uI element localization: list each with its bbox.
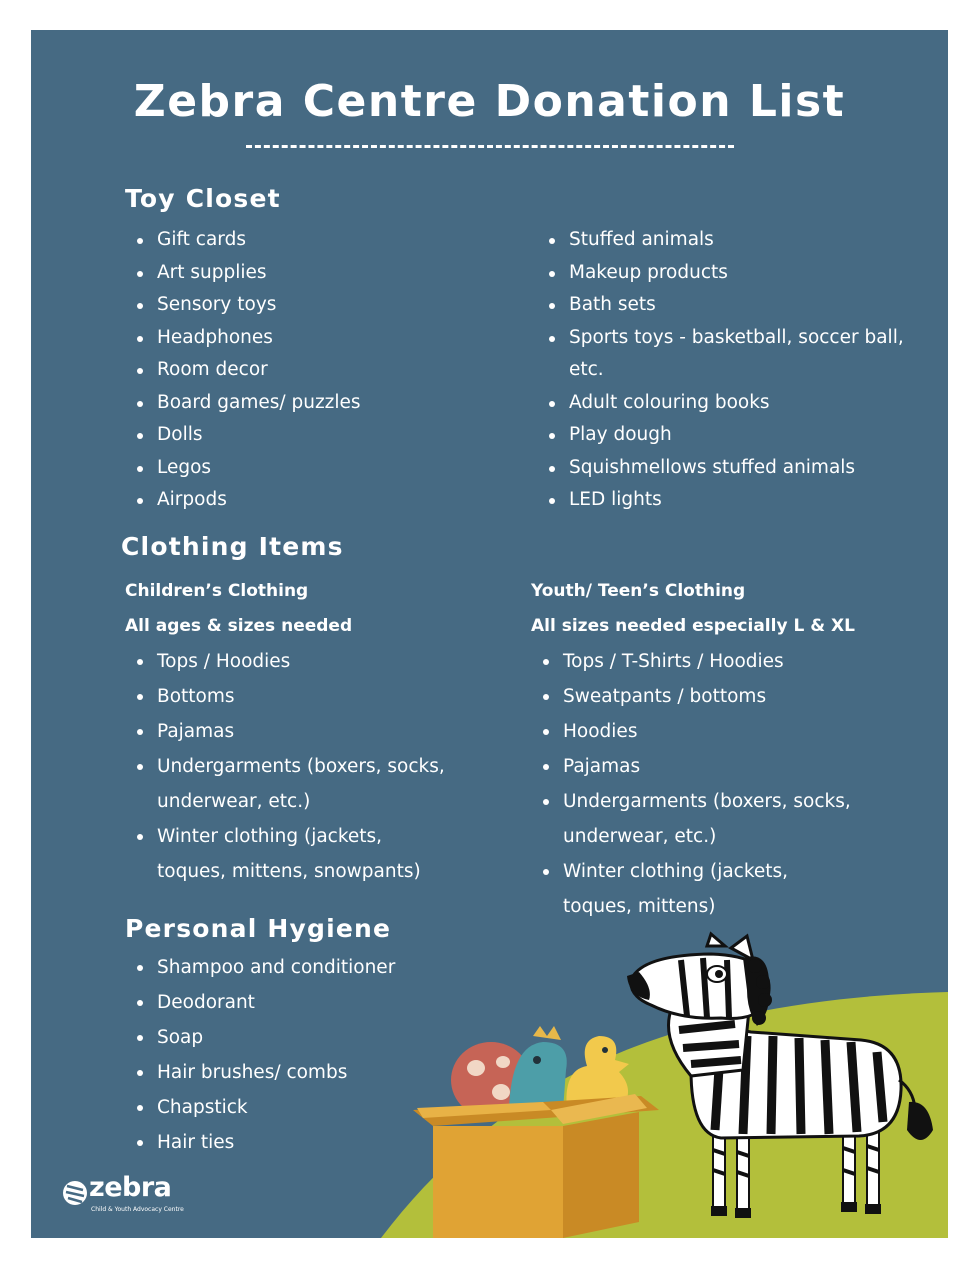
list-item: Chapstick [125, 1090, 445, 1125]
list-item: Airpods [125, 484, 505, 517]
children-clothing-note: All ages & sizes needed [125, 616, 353, 636]
zebra-toybox-illustration [31, 30, 948, 1238]
list-item: Sports toys - basketball, soccer ball, etc. [537, 322, 907, 387]
list-item: Tops / Hoodies [125, 644, 455, 679]
zebra-head-icon [61, 1178, 89, 1208]
list-item: Pajamas [125, 714, 455, 749]
list-item: Soap [125, 1020, 445, 1055]
list-item: Board games/ puzzles [125, 387, 505, 420]
list-item: Legos [125, 452, 505, 485]
clothing-heading: Clothing Items [121, 532, 344, 561]
list-item: Sensory toys [125, 289, 505, 322]
list-item: Bottoms [125, 679, 455, 714]
list-item: Makeup products [537, 257, 907, 290]
list-item: Room decor [125, 354, 505, 387]
list-item: Squishmellows stuffed animals [537, 452, 907, 485]
list-item: Bath sets [537, 289, 907, 322]
list-item: Play dough [537, 419, 907, 452]
list-item: Shampoo and conditioner [125, 950, 445, 985]
list-item: Undergarments (boxers, socks, underwear, etc.) [125, 749, 455, 819]
list-item: Winter clothing (jackets, toques, mittens) [531, 854, 851, 924]
youth-clothing-heading: Youth/ Teen’s Clothing [531, 581, 746, 601]
logo-wordmark: zebra [89, 1172, 172, 1203]
list-item: Adult colouring books [537, 387, 907, 420]
list-item: Pajamas [531, 749, 851, 784]
list-item: Art supplies [125, 257, 505, 290]
children-clothing-heading: Children’s Clothing [125, 581, 309, 601]
hygiene-heading: Personal Hygiene [125, 914, 392, 943]
list-item: LED lights [537, 484, 907, 517]
list-item: Hoodies [531, 714, 851, 749]
list-item: Sweatpants / bottoms [531, 679, 851, 714]
donation-poster [31, 30, 948, 1238]
list-item: Stuffed animals [537, 224, 907, 257]
list-item: Hair ties [125, 1125, 445, 1160]
list-item: Deodorant [125, 985, 445, 1020]
toy-box-icon [413, 1094, 659, 1238]
list-item: Undergarments (boxers, socks, underwear, etc.) [531, 784, 851, 854]
list-item: Hair brushes/ combs [125, 1055, 445, 1090]
list-item: Winter clothing (jackets, toques, mittens, snowpants) [125, 819, 455, 889]
list-item: Tops / T-Shirts / Hoodies [531, 644, 851, 679]
list-item: Headphones [125, 322, 505, 355]
list-item: Gift cards [125, 224, 505, 257]
logo-tagline: Child & Youth Advocacy Centre [91, 1206, 184, 1213]
toy-closet-heading: Toy Closet [125, 184, 281, 213]
page-title: Zebra Centre Donation List [133, 76, 846, 127]
list-item: Dolls [125, 419, 505, 452]
youth-clothing-note: All sizes needed especially L & XL [531, 616, 855, 636]
